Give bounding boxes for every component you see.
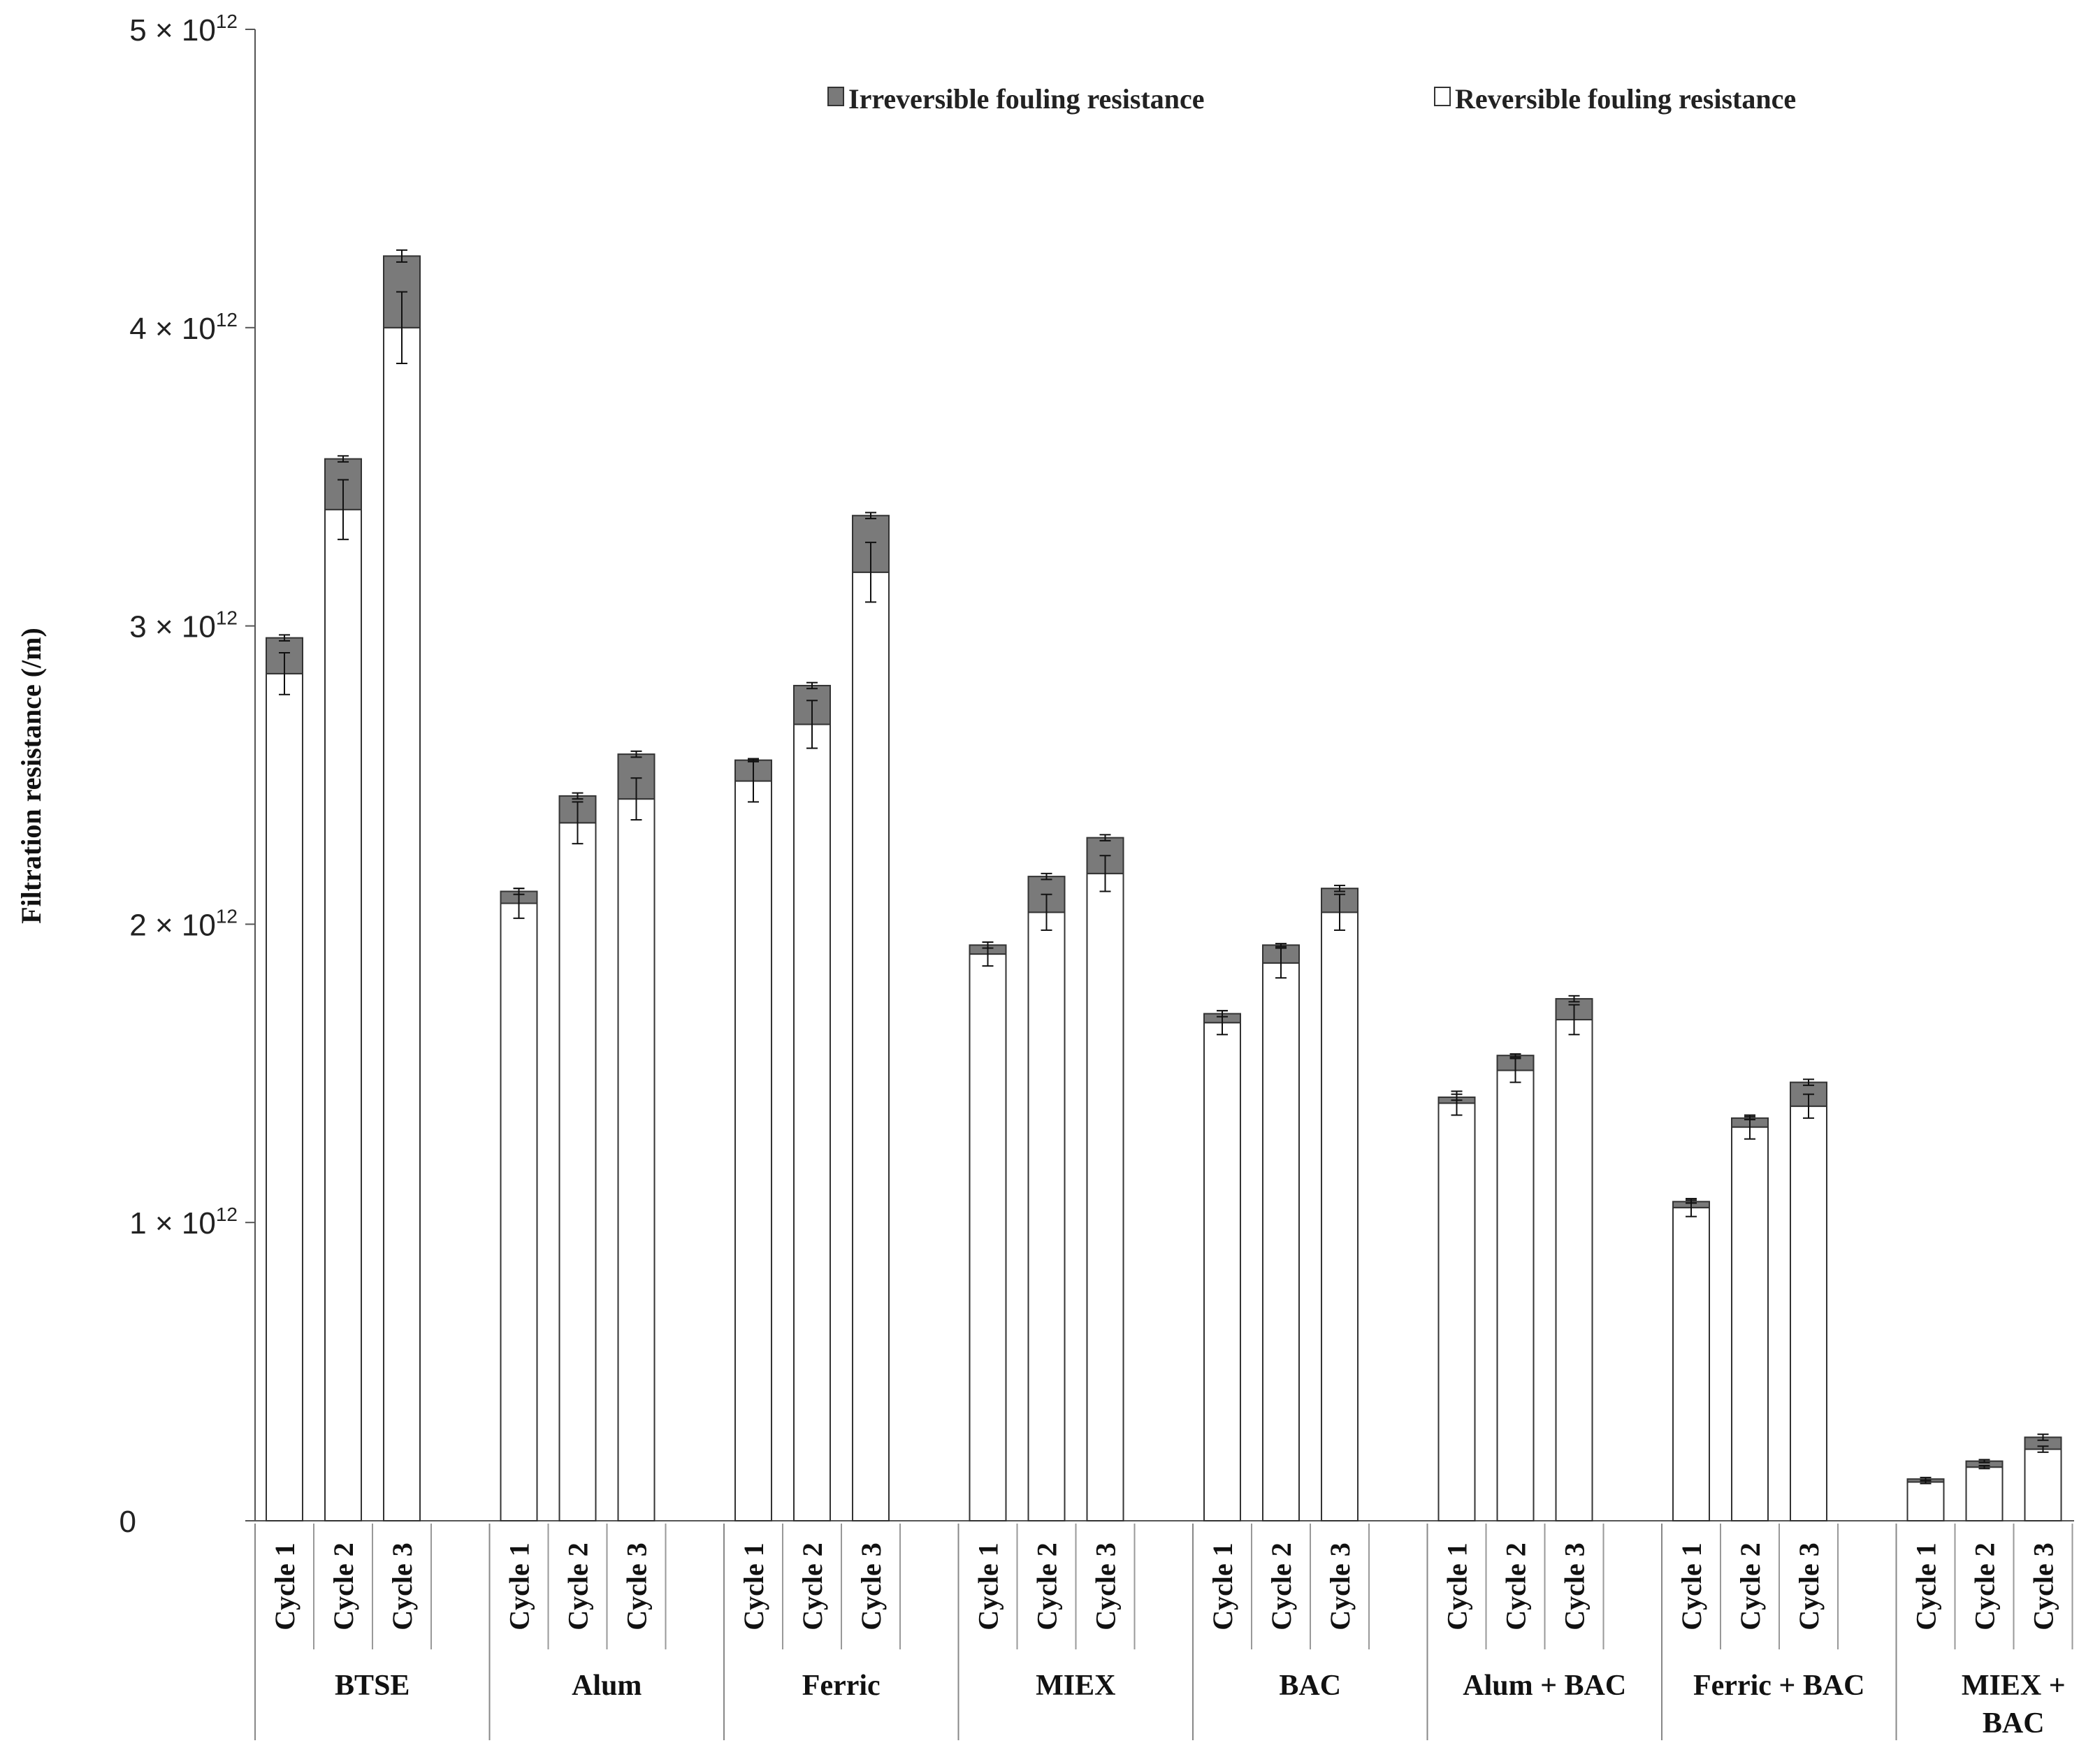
bar-reversible-segment bbox=[1498, 1071, 1534, 1521]
y-tick-exponent: 12 bbox=[215, 905, 238, 927]
y-tick-mantissa: 5 × 10 bbox=[129, 13, 216, 48]
legend-swatch-reversible bbox=[1435, 87, 1450, 106]
cycle-label: Cycle 2 bbox=[1031, 1542, 1063, 1631]
group-label: Ferric + BAC bbox=[1693, 1670, 1865, 1702]
legend-label-reversible: Reversible fouling resistance bbox=[1455, 83, 1797, 115]
group-label: Ferric bbox=[802, 1670, 881, 1702]
y-axis-label: Filtration resistance (/m) bbox=[15, 628, 47, 924]
cycle-label: Cycle 3 bbox=[621, 1542, 653, 1631]
bar-reversible-segment bbox=[560, 823, 596, 1521]
cycle-label: Cycle 3 bbox=[855, 1542, 887, 1631]
bar-reversible-segment bbox=[1321, 912, 1358, 1521]
bar-reversible-segment bbox=[384, 328, 420, 1521]
bar-reversible-segment bbox=[970, 954, 1006, 1521]
group-label: MIEX + bbox=[1961, 1670, 2066, 1702]
cycle-label: Cycle 1 bbox=[1441, 1542, 1473, 1631]
bar-reversible-segment bbox=[1732, 1127, 1768, 1521]
bar-reversible-segment bbox=[1908, 1482, 1944, 1521]
y-tick-mantissa: 3 × 10 bbox=[129, 609, 216, 644]
group-label: BAC bbox=[1279, 1670, 1342, 1702]
bar-reversible-segment bbox=[1439, 1103, 1475, 1521]
y-tick-mantissa: 2 × 10 bbox=[129, 908, 216, 943]
group-label: Alum bbox=[572, 1670, 642, 1702]
cycle-label: Cycle 2 bbox=[1969, 1542, 2001, 1631]
cycle-label: Cycle 2 bbox=[1266, 1542, 1297, 1631]
bar-reversible-segment bbox=[501, 904, 537, 1521]
cycle-label: Cycle 2 bbox=[797, 1542, 828, 1631]
y-tick-exponent: 12 bbox=[215, 607, 238, 629]
cycle-label: Cycle 1 bbox=[972, 1542, 1004, 1631]
cycle-label: Cycle 2 bbox=[328, 1542, 359, 1631]
group-label: Alum + BAC bbox=[1463, 1670, 1627, 1702]
y-tick-exponent: 12 bbox=[215, 1203, 238, 1226]
bar-reversible-segment bbox=[1087, 874, 1124, 1521]
bar-reversible-segment bbox=[735, 781, 772, 1521]
y-tick-label bbox=[129, 1203, 238, 1241]
cycle-label: Cycle 2 bbox=[1500, 1542, 1532, 1631]
cycle-label: Cycle 3 bbox=[1089, 1542, 1122, 1631]
y-tick-mantissa: 0 bbox=[119, 1505, 136, 1539]
cycle-label: Cycle 3 bbox=[386, 1542, 418, 1631]
group-label: BTSE bbox=[335, 1670, 410, 1702]
group-label: MIEX bbox=[1036, 1670, 1116, 1702]
legend-swatch-irreversible bbox=[828, 87, 843, 106]
group-label: BAC bbox=[1982, 1707, 2045, 1740]
bar-reversible-segment bbox=[853, 572, 889, 1521]
bar-reversible-segment bbox=[1029, 912, 1065, 1521]
y-tick-label bbox=[129, 309, 238, 346]
y-tick-label bbox=[129, 10, 238, 48]
bar-reversible-segment bbox=[1204, 1022, 1240, 1521]
cycle-label: Cycle 1 bbox=[1910, 1542, 1942, 1631]
bar-reversible-segment bbox=[325, 509, 361, 1521]
bar-reversible-segment bbox=[2025, 1449, 2062, 1521]
legend-label-irreversible: Irreversible fouling resistance bbox=[848, 83, 1205, 115]
cycle-label: Cycle 1 bbox=[738, 1542, 769, 1631]
cycle-label: Cycle 1 bbox=[1676, 1542, 1707, 1631]
bar-reversible-segment bbox=[1966, 1467, 2003, 1521]
cycle-label: Cycle 2 bbox=[562, 1542, 594, 1631]
bar-reversible-segment bbox=[1673, 1208, 1709, 1521]
y-tick-label bbox=[119, 1505, 136, 1539]
cycle-label: Cycle 3 bbox=[1324, 1542, 1356, 1631]
bar-reversible-segment bbox=[794, 724, 830, 1521]
cycle-label: Cycle 1 bbox=[1207, 1542, 1238, 1631]
bar-reversible-segment bbox=[1263, 963, 1299, 1521]
bar-reversible-segment bbox=[1790, 1106, 1827, 1521]
cycle-label: Cycle 1 bbox=[269, 1542, 300, 1631]
y-tick-exponent: 12 bbox=[215, 308, 238, 331]
cycle-label: Cycle 3 bbox=[2027, 1542, 2059, 1631]
bar-reversible-segment bbox=[618, 799, 655, 1521]
bar-reversible-segment bbox=[1556, 1020, 1593, 1521]
cycle-label: Cycle 2 bbox=[1734, 1542, 1766, 1631]
y-tick-label bbox=[129, 607, 238, 644]
y-tick-exponent: 12 bbox=[215, 10, 238, 32]
cycle-label: Cycle 3 bbox=[1558, 1542, 1591, 1631]
y-tick-mantissa: 1 × 10 bbox=[129, 1206, 216, 1241]
y-tick-mantissa: 4 × 10 bbox=[129, 311, 216, 346]
y-tick-label bbox=[129, 905, 238, 942]
cycle-label: Cycle 3 bbox=[1793, 1542, 1825, 1631]
bar-reversible-segment bbox=[266, 674, 303, 1521]
cycle-label: Cycle 1 bbox=[503, 1542, 535, 1631]
